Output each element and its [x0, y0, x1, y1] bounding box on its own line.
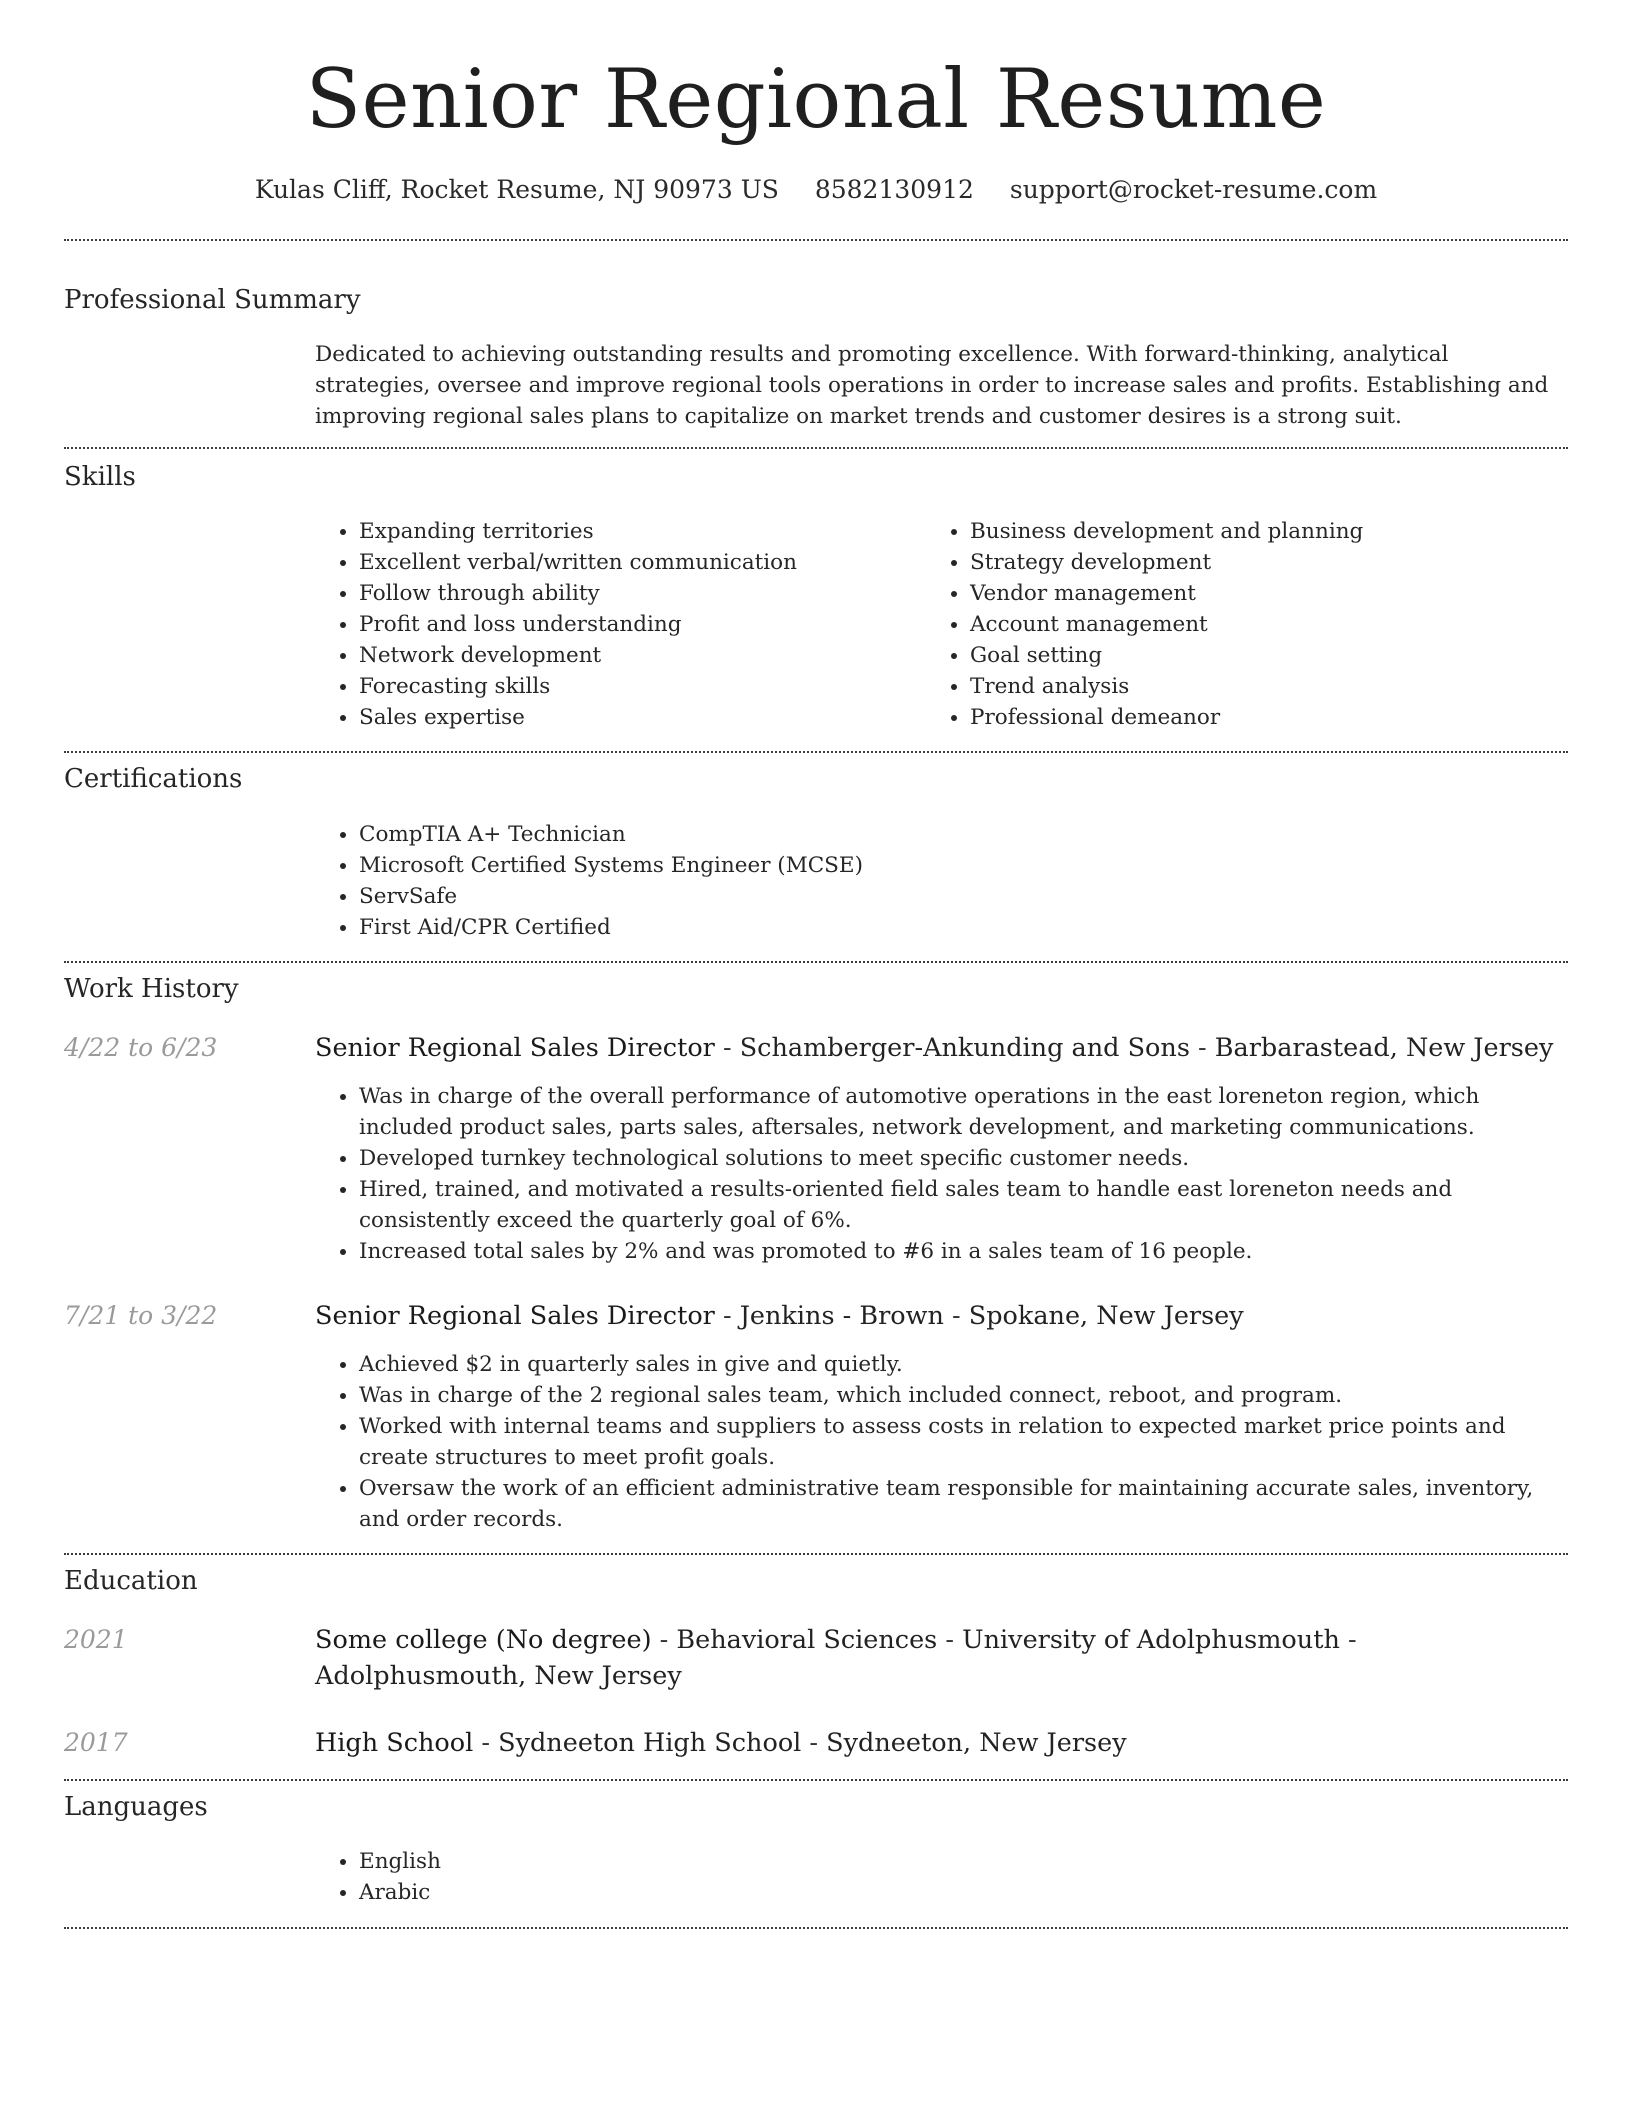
- section-divider: [64, 961, 1568, 963]
- contact-phone: 8582130912: [814, 175, 974, 204]
- job-bullet: • Oversaw the work of an efficient administrative team responsible for maintaining accurate sales, inventory, and order records.: [359, 1473, 1568, 1535]
- skill-item: • Strategy development: [970, 547, 1570, 578]
- job-heading: Senior Regional Sales Director - Jenkins - Brown - Spokane, New Jersey: [315, 1301, 1244, 1331]
- section-divider: [64, 751, 1568, 753]
- education-school: University of Adolphusmouth: [962, 1625, 1340, 1655]
- summary-text: Dedicated to achieving outstanding results and promoting excellence. With forward-thinking, analytical strategies, oversee and improve regional tools operations in order to increase sales and profits. Establishing and improving regional sales plans to capitalize on market trends and customer desires is a strong suit.: [315, 342, 1549, 429]
- education-heading: Some college (No degree) - Behavioral Sciences - University of Adolphusmouth - Adolphusmouth, New Jersey: [315, 1625, 1357, 1691]
- section-title-work-history: Work History: [64, 974, 239, 1004]
- job-location: Barbarastead, New Jersey: [1214, 1033, 1554, 1063]
- section-title-education: Education: [64, 1566, 198, 1596]
- job-dates: 7/21 to 3/22: [64, 1301, 218, 1330]
- job-bullets: [315, 1081, 1568, 1267]
- language-item: • English: [359, 1846, 959, 1877]
- contact-email: support@rocket-resume.com: [1009, 175, 1378, 204]
- section-title-summary: Professional Summary: [64, 285, 361, 315]
- skill-item: • Professional demeanor: [970, 702, 1570, 733]
- section-title-certifications: Certifications: [64, 764, 243, 794]
- skill-item: • Trend analysis: [970, 671, 1570, 702]
- skill-item: • Network development: [359, 640, 919, 671]
- skill-item: • Profit and loss understanding: [359, 609, 919, 640]
- job-company: Jenkins - Brown: [739, 1301, 944, 1331]
- skill-item: • Excellent verbal/written communication: [359, 547, 919, 578]
- job-company: Schamberger-Ankunding and Sons: [739, 1033, 1190, 1063]
- education-location: Adolphusmouth, New Jersey: [315, 1661, 682, 1691]
- education-location: Sydneeton, New Jersey: [826, 1728, 1127, 1758]
- education-year: 2017: [64, 1728, 128, 1757]
- certification-item: • Microsoft Certified Systems Engineer (MCSE): [359, 850, 1559, 881]
- languages-list: [315, 1846, 959, 1908]
- job-bullet: • Developed turnkey technological solutions to meet specific customer needs.: [359, 1143, 1568, 1174]
- education-degree: High School: [315, 1728, 474, 1758]
- skill-item: • Follow through ability: [359, 578, 919, 609]
- certification-item: • ServSafe: [359, 881, 1559, 912]
- skill-item: • Goal setting: [970, 640, 1570, 671]
- section-divider: [64, 447, 1568, 449]
- skill-item: • Sales expertise: [359, 702, 919, 733]
- section-divider: [64, 1927, 1568, 1929]
- skill-item: • Forecasting skills: [359, 671, 919, 702]
- job-dates: 4/22 to 6/23: [64, 1033, 218, 1062]
- section-divider: [64, 1553, 1568, 1555]
- education-year: 2021: [64, 1625, 128, 1654]
- skill-item: • Expanding territories: [359, 516, 919, 547]
- resume-title: Senior Regional Resume: [305, 53, 1327, 147]
- job-heading: Senior Regional Sales Director - Schamberger-Ankunding and Sons - Barbarastead, New Jersey: [315, 1033, 1554, 1063]
- education-field: Behavioral Sciences: [676, 1625, 938, 1655]
- job-bullet: • Hired, trained, and motivated a results-oriented field sales team to handle east loreneton needs and consistently exceed the quarterly goal of 6%.: [359, 1174, 1568, 1236]
- section-title-skills: Skills: [64, 462, 136, 492]
- skill-item: • Vendor management: [970, 578, 1570, 609]
- section-title-languages: Languages: [64, 1792, 208, 1822]
- skills-list-right: [926, 516, 1570, 733]
- certifications-list: [315, 819, 1559, 943]
- job-role: Senior Regional Sales Director: [315, 1301, 715, 1331]
- contact-address: Kulas Cliff, Rocket Resume, NJ 90973 US: [254, 175, 779, 204]
- education-school: Sydneeton High School: [498, 1728, 802, 1758]
- job-role: Senior Regional Sales Director: [315, 1033, 715, 1063]
- job-bullet: • Achieved $2 in quarterly sales in give and quietly.: [359, 1349, 1568, 1380]
- education-degree: Some college (No degree): [315, 1625, 652, 1655]
- skills-list-left: [315, 516, 919, 733]
- skill-item: • Business development and planning: [970, 516, 1570, 547]
- education-heading: High School - Sydneeton High School - Sydneeton, New Jersey: [315, 1728, 1127, 1758]
- skill-item: • Account management: [970, 609, 1570, 640]
- language-item: • Arabic: [359, 1877, 959, 1908]
- header-divider: [64, 239, 1568, 241]
- certification-item: • First Aid/CPR Certified: [359, 912, 1559, 943]
- certification-item: • CompTIA A+ Technician: [359, 819, 1559, 850]
- job-bullet: • Was in charge of the 2 regional sales team, which included connect, reboot, and program.: [359, 1380, 1568, 1411]
- job-bullet: • Worked with internal teams and suppliers to assess costs in relation to expected market price points and create structures to meet profit goals.: [359, 1411, 1568, 1473]
- job-bullets: [315, 1349, 1568, 1535]
- job-bullet: • Increased total sales by 2% and was promoted to #6 in a sales team of 16 people.: [359, 1236, 1568, 1267]
- contact-line: [64, 170, 1568, 210]
- job-location: Spokane, New Jersey: [968, 1301, 1244, 1331]
- section-divider: [64, 1779, 1568, 1781]
- job-bullet: • Was in charge of the overall performance of automotive operations in the east loreneton region, which included product sales, parts sales, aftersales, network development, and marketing communications.: [359, 1081, 1568, 1143]
